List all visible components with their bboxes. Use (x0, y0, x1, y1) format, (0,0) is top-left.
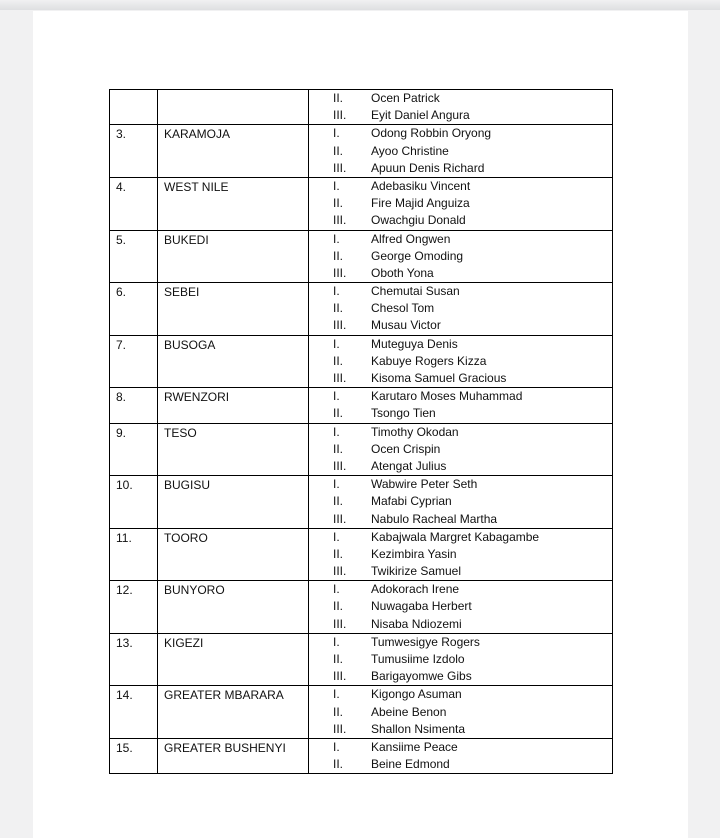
row-number-cell (110, 230, 158, 283)
member-name: Kabuye Rogers Kizza (371, 353, 487, 368)
member-line (309, 739, 612, 756)
row-number: 12. (116, 583, 133, 598)
member-line (309, 511, 612, 528)
row-number: 13. (116, 635, 133, 650)
member-name: Mafabi Cyprian (371, 494, 452, 509)
member-line (309, 634, 612, 651)
table-row (110, 423, 613, 476)
member-numeral: II. (333, 406, 344, 421)
member-name: Ayoo Christine (371, 143, 449, 158)
member-name: George Omoding (371, 248, 464, 263)
row-number-cell (110, 528, 158, 581)
member-line (309, 476, 612, 493)
row-number: 8. (116, 390, 127, 405)
region-cell (158, 335, 309, 388)
row-number-cell (110, 476, 158, 529)
member-name: Odong Robbin Oryong (371, 126, 492, 141)
member-name: Karutaro Moses Muhammad (371, 389, 523, 404)
region-name: KIGEZI (164, 635, 204, 650)
member-line (309, 668, 612, 685)
region-cell (158, 423, 309, 476)
member-line (309, 353, 612, 370)
region-cell (158, 388, 309, 423)
member-name: Alfred Ongwen (371, 231, 451, 246)
member-name: Twikirize Samuel (371, 564, 462, 579)
members-cell (309, 633, 613, 686)
member-line (309, 300, 612, 317)
region-name: KARAMOJA (164, 127, 231, 142)
member-numeral: I. (333, 739, 340, 754)
member-name: Ocen Patrick (371, 91, 440, 105)
member-name: Abeine Benon (371, 704, 447, 719)
members-cell (309, 388, 613, 423)
member-name: Ocen Crispin (371, 441, 441, 456)
member-numeral: III. (333, 564, 347, 579)
member-name: Tumwesigye Rogers (371, 634, 480, 649)
member-line (309, 458, 612, 475)
member-line (309, 598, 612, 615)
row-number-cell (110, 90, 158, 125)
member-name: Muteguya Denis (371, 336, 458, 351)
member-numeral: I. (333, 389, 340, 404)
member-name: Eyit Daniel Angura (371, 108, 470, 123)
table-row (110, 388, 613, 423)
row-number-cell (110, 423, 158, 476)
table-row (110, 476, 613, 529)
member-line (309, 651, 612, 668)
region-cell (158, 283, 309, 336)
member-line (309, 704, 612, 721)
row-number-cell (110, 125, 158, 178)
member-line (309, 529, 612, 546)
member-name: Barigayomwe Gibs (371, 669, 472, 684)
member-name: Timothy Okodan (371, 424, 459, 439)
member-numeral: II. (333, 494, 344, 509)
region-name: WEST NILE (164, 179, 229, 194)
member-line (309, 616, 612, 633)
row-number-cell (110, 388, 158, 423)
region-cell (158, 125, 309, 178)
row-number: 7. (116, 337, 127, 352)
members-cell (309, 177, 613, 230)
table-row (110, 528, 613, 581)
region-cell (158, 581, 309, 634)
member-line (309, 317, 612, 334)
region-cell (158, 528, 309, 581)
table-row (110, 738, 613, 773)
member-numeral: III. (333, 511, 347, 526)
region-cell (158, 90, 309, 125)
member-name: Oboth Yona (371, 265, 434, 280)
member-numeral: II. (333, 196, 344, 211)
member-numeral: II. (333, 353, 344, 368)
member-line (309, 370, 612, 387)
table-row (110, 177, 613, 230)
members-cell (309, 90, 613, 125)
members-cell (309, 476, 613, 529)
row-number: 15. (116, 740, 133, 755)
region-name: BUGISU (164, 478, 211, 493)
member-line (309, 178, 612, 195)
row-number-cell (110, 581, 158, 634)
member-numeral: I. (333, 687, 340, 702)
members-cell (309, 686, 613, 739)
member-line (309, 265, 612, 282)
region-name: RWENZORI (164, 390, 230, 405)
member-numeral: I. (333, 336, 340, 351)
member-numeral: III. (333, 616, 347, 631)
members-cell (309, 335, 613, 388)
member-line (309, 581, 612, 598)
row-number-cell (110, 335, 158, 388)
row-number: 14. (116, 688, 133, 703)
member-name: Tsongo Tien (371, 406, 436, 421)
region-name: GREATER BUSHENYI (164, 740, 286, 755)
member-line (309, 493, 612, 510)
table-row (110, 283, 613, 336)
member-line (309, 107, 612, 124)
members-cell (309, 125, 613, 178)
member-name: Kigongo Asuman (371, 687, 462, 702)
row-number: 4. (116, 179, 127, 194)
member-name: Kezimbira Yasin (371, 546, 457, 561)
region-name: BUNYORO (164, 583, 225, 598)
member-name: Adebasiku Vincent (371, 178, 471, 193)
member-numeral: I. (333, 231, 340, 246)
member-line (309, 563, 612, 580)
member-name: Adokorach Irene (371, 582, 460, 597)
row-number: 10. (116, 478, 133, 493)
member-numeral: I. (333, 477, 340, 492)
member-numeral: III. (333, 458, 347, 473)
regional-roster-table (109, 89, 613, 774)
member-name: Musau Victor (371, 318, 441, 333)
member-numeral: I. (333, 126, 340, 141)
member-numeral: III. (333, 669, 347, 684)
members-cell (309, 738, 613, 773)
region-cell (158, 633, 309, 686)
member-line (309, 336, 612, 353)
member-numeral: II. (333, 704, 344, 719)
member-name: Owachgiu Donald (371, 213, 466, 228)
member-numeral: III. (333, 318, 347, 333)
roster-table-body (110, 90, 613, 774)
member-name: Apuun Denis Richard (371, 160, 485, 175)
table-row (110, 125, 613, 178)
member-numeral: III. (333, 371, 347, 385)
row-number: 6. (116, 285, 127, 300)
member-numeral: II. (333, 143, 344, 158)
member-line (309, 546, 612, 563)
member-numeral: II. (333, 248, 344, 263)
member-numeral: III. (333, 721, 347, 736)
member-name: Chesol Tom (371, 301, 435, 316)
document-page (33, 11, 688, 838)
region-name: SEBEI (164, 285, 200, 300)
row-number: 5. (116, 232, 127, 247)
table-row (110, 230, 613, 283)
viewer-top-bar (0, 0, 720, 10)
member-numeral: I. (333, 529, 340, 544)
region-name: TOORO (164, 530, 208, 545)
row-number: 3. (116, 127, 127, 142)
member-line (309, 90, 612, 107)
region-name: BUSOGA (164, 337, 216, 352)
row-number-cell (110, 177, 158, 230)
member-numeral: I. (333, 634, 340, 649)
members-cell (309, 581, 613, 634)
member-numeral: I. (333, 284, 340, 299)
member-name: Fire Majid Anguiza (371, 196, 470, 211)
table-row (110, 90, 613, 125)
member-name: Chemutai Susan (371, 284, 460, 299)
region-name: GREATER MBARARA (164, 688, 284, 703)
member-name: Atengat Julius (371, 458, 447, 473)
member-numeral: II. (333, 301, 344, 316)
member-line (309, 441, 612, 458)
member-numeral: II. (333, 652, 344, 666)
member-line (309, 686, 612, 703)
table-row (110, 581, 613, 634)
row-number-cell (110, 686, 158, 739)
region-cell (158, 686, 309, 739)
member-numeral: II. (333, 599, 344, 614)
region-cell (158, 476, 309, 529)
table-row (110, 335, 613, 388)
member-numeral: III. (333, 108, 347, 123)
member-numeral: II. (333, 757, 344, 772)
member-numeral: II. (333, 91, 344, 105)
member-line (309, 405, 612, 422)
member-numeral: I. (333, 582, 340, 597)
member-numeral: III. (333, 160, 347, 175)
members-cell (309, 230, 613, 283)
region-name: TESO (164, 425, 197, 440)
region-cell (158, 738, 309, 773)
row-number: 9. (116, 425, 127, 440)
member-name: Tumusiime Izdolo (371, 652, 465, 666)
row-number-cell (110, 633, 158, 686)
region-cell (158, 177, 309, 230)
member-name: Nuwagaba Herbert (371, 599, 472, 614)
member-line (309, 424, 612, 441)
table-row (110, 633, 613, 686)
member-numeral: III. (333, 213, 347, 228)
member-line (309, 721, 612, 738)
member-numeral: I. (333, 178, 340, 193)
member-line (309, 125, 612, 142)
member-line (309, 756, 612, 773)
row-number (110, 90, 157, 91)
member-name: Wabwire Peter Seth (371, 477, 478, 492)
member-line (309, 231, 612, 248)
member-line (309, 143, 612, 160)
member-name: Kabajwala Margret Kabagambe (371, 529, 540, 544)
members-cell (309, 423, 613, 476)
member-line (309, 388, 612, 405)
member-line (309, 248, 612, 265)
row-number: 11. (116, 530, 132, 545)
row-number-cell (110, 738, 158, 773)
region-name: BUKEDI (164, 232, 209, 247)
table-row (110, 686, 613, 739)
members-cell (309, 528, 613, 581)
row-number-cell (110, 283, 158, 336)
members-cell (309, 283, 613, 336)
member-line (309, 160, 612, 177)
member-name: Shallon Nsimenta (371, 721, 466, 736)
member-numeral: II. (333, 441, 344, 456)
region-name (158, 90, 308, 91)
member-line (309, 283, 612, 300)
member-line (309, 195, 612, 212)
member-name: Nabulo Racheal Martha (371, 511, 498, 526)
member-name: Kansiime Peace (371, 739, 458, 754)
member-name: Kisoma Samuel Gracious (371, 371, 507, 385)
member-name: Nisaba Ndiozemi (371, 616, 462, 631)
member-numeral: III. (333, 265, 347, 280)
region-cell (158, 230, 309, 283)
member-name: Beine Edmond (371, 757, 450, 772)
member-line (309, 212, 612, 229)
member-numeral: I. (333, 424, 340, 439)
member-numeral: II. (333, 546, 344, 561)
